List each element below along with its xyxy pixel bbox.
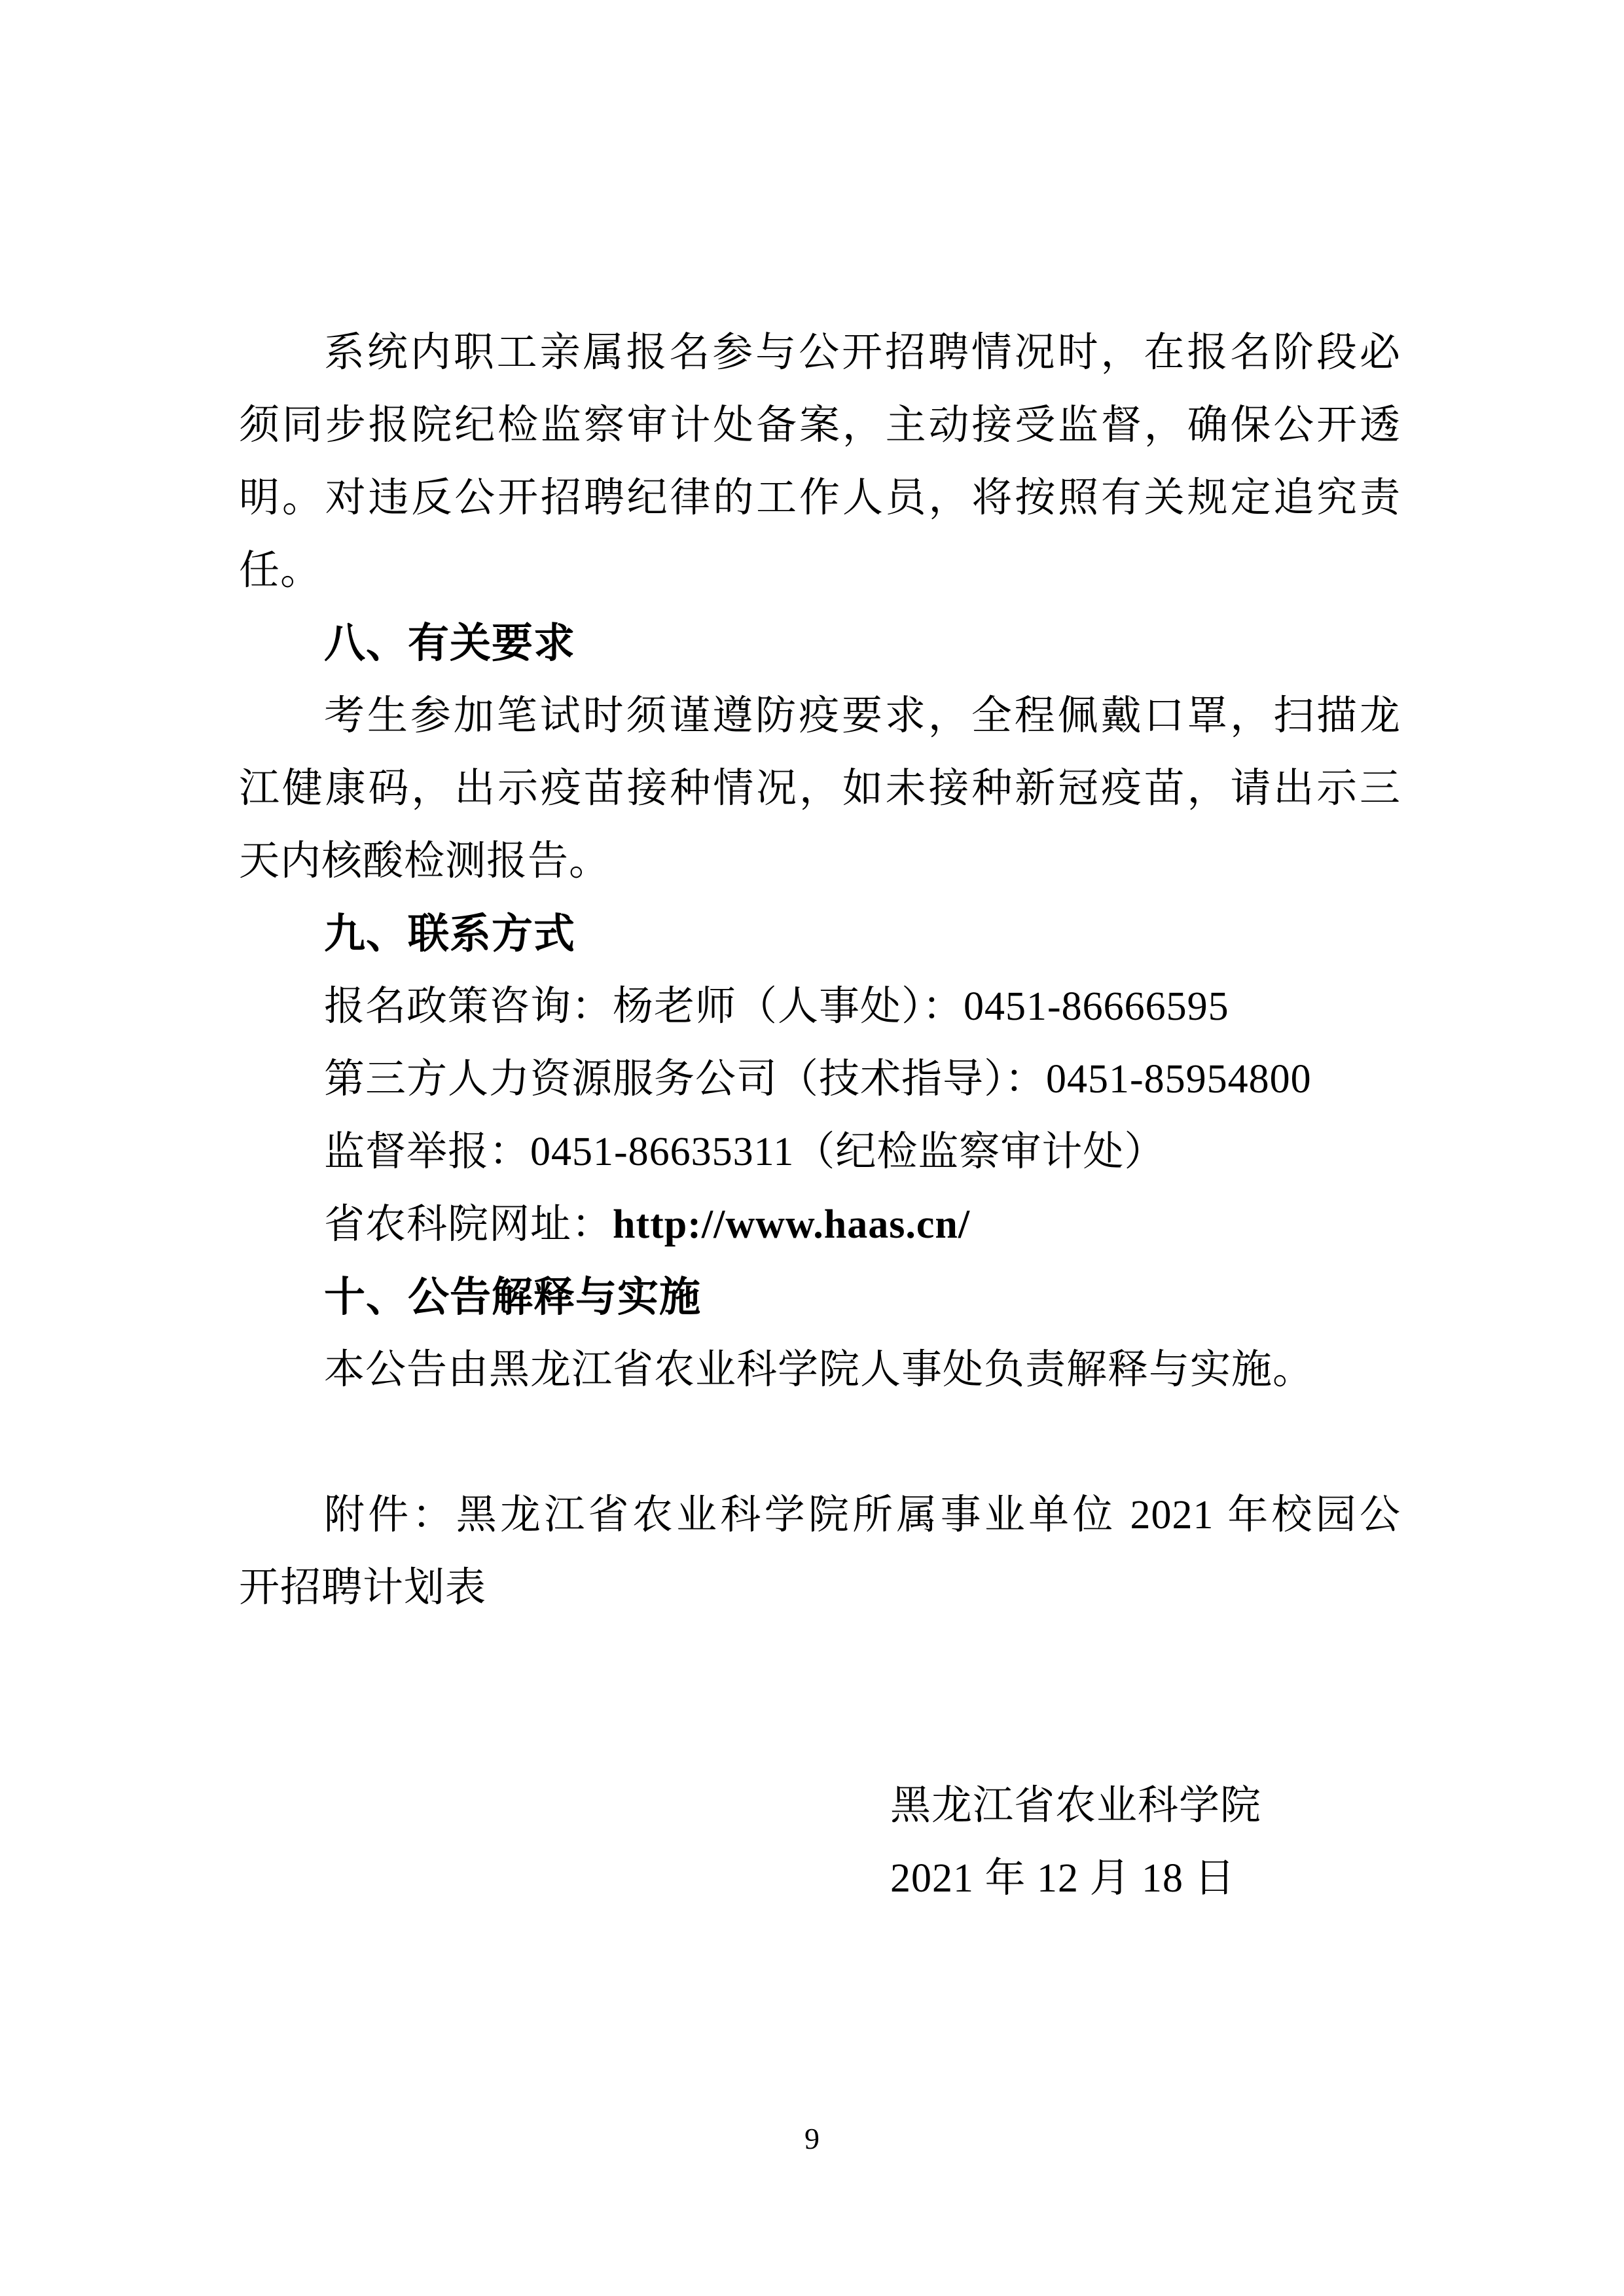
contact-website-line: [239, 1189, 1401, 1261]
spacer-line: [239, 1624, 1401, 1697]
section-heading-requirements: 八、有关要求: [324, 620, 575, 666]
requirements-line-3: 天内核酸检测报告。: [239, 839, 611, 884]
contact-supervision-line: 监督举报：0451-86635311（纪检监察审计处）: [324, 1130, 1166, 1174]
section-heading-interpretation: 十、公告解释与实施: [324, 1274, 701, 1320]
contact-hr-company-line: 第三方人力资源服务公司（技术指导）：0451-85954800: [324, 1057, 1312, 1102]
discipline-paragraph-line-2: 须同步报院纪检监察审计处备案，主动接受监督，确保公开透: [239, 403, 1401, 448]
attachment-line-1: 附件：黑龙江省农业科学院所属事业单位 2021 年校园公: [324, 1493, 1401, 1537]
requirements-line-1: 考生参加笔试时须谨遵防疫要求，全程佩戴口罩，扫描龙: [324, 694, 1401, 738]
page-number: 9: [804, 2122, 820, 2155]
website-label: 省农科院网址：: [324, 1202, 613, 1247]
discipline-paragraph-line-1: 系统内职工亲属报名参与公开招聘情况时，在报名阶段必: [324, 331, 1401, 375]
signature-date: 2021 年 12 月 18 日: [890, 1856, 1236, 1901]
discipline-paragraph-line-3: 明。对违反公开招聘纪律的工作人员，将按照有关规定追究责: [239, 476, 1401, 520]
requirements-line-2: 江健康码，出示疫苗接种情况，如未接种新冠疫苗，请出示三: [239, 766, 1401, 811]
spacer-line: [239, 1697, 1401, 1770]
document-body: [239, 317, 1401, 1915]
website-url: http://www.haas.cn/: [613, 1202, 971, 1247]
attachment-line-2: 开招聘计划表: [239, 1566, 487, 1610]
spacer-line: [239, 1407, 1401, 1479]
interpretation-line-1: 本公告由黑龙江省农业科学院人事处负责解释与实施。: [324, 1348, 1314, 1392]
signature-organization: 黑龙江省农业科学院: [890, 1784, 1262, 1828]
section-heading-contact: 九、联系方式: [324, 911, 575, 957]
contact-policy-line: 报名政策咨询：杨老师（人事处）：0451-86666595: [324, 984, 1229, 1029]
discipline-paragraph-line-4: 任。: [239, 548, 322, 593]
